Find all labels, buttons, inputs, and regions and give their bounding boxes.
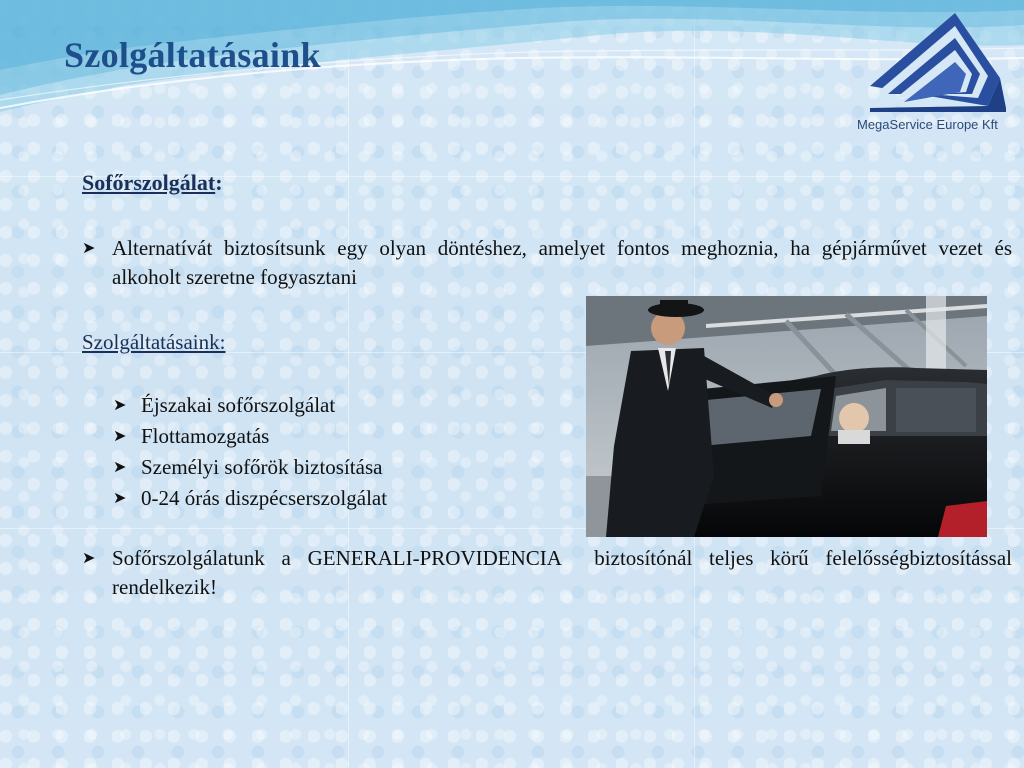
arrow-bullet-icon: ➤ [113, 397, 127, 414]
company-logo-text: MegaService Europe Kft [857, 117, 998, 132]
slide-title: Szolgáltatásaink [64, 35, 321, 75]
arrow-bullet-icon: ➤ [113, 459, 127, 476]
section-heading [82, 170, 223, 196]
closing-paragraph [82, 544, 1018, 602]
arrow-bullet-icon: ➤ [113, 428, 127, 445]
service-label: Éjszakai sofőrszolgálat [141, 393, 336, 417]
section-heading-text: Sofőrszolgálat [82, 170, 216, 195]
services-list [113, 391, 387, 515]
arrow-bullet-icon: ➤ [113, 490, 127, 507]
arrow-bullet-icon: ➤ [82, 240, 96, 257]
intro-text: Alternatívát biztosítsunk egy olyan döntéshez, amelyet fontos meghoznia, ha gépjárművet vezet és alkoholt szeretne fogyasztani [112, 236, 1012, 289]
service-label: Flottamozgatás [141, 424, 270, 448]
service-label: 0-24 órás diszpécserszolgálat [141, 486, 388, 510]
list-item [113, 484, 387, 515]
chauffeur-limousine-photo [586, 296, 987, 537]
services-heading: Szolgáltatásaink: [82, 330, 226, 354]
list-item [113, 391, 387, 422]
list-item [113, 453, 387, 484]
list-item [113, 422, 387, 453]
service-label: Személyi sofőrök biztosítása [141, 455, 383, 479]
intro-paragraph [82, 234, 1012, 292]
arrow-bullet-icon: ➤ [82, 550, 96, 567]
closing-text: Sofőrszolgálatunk a GENERALI-PROVIDENCIA biztosítónál teljes körű felelősségbiztosítással rendelkezik! [112, 546, 1018, 599]
section-heading-colon: : [215, 170, 223, 195]
